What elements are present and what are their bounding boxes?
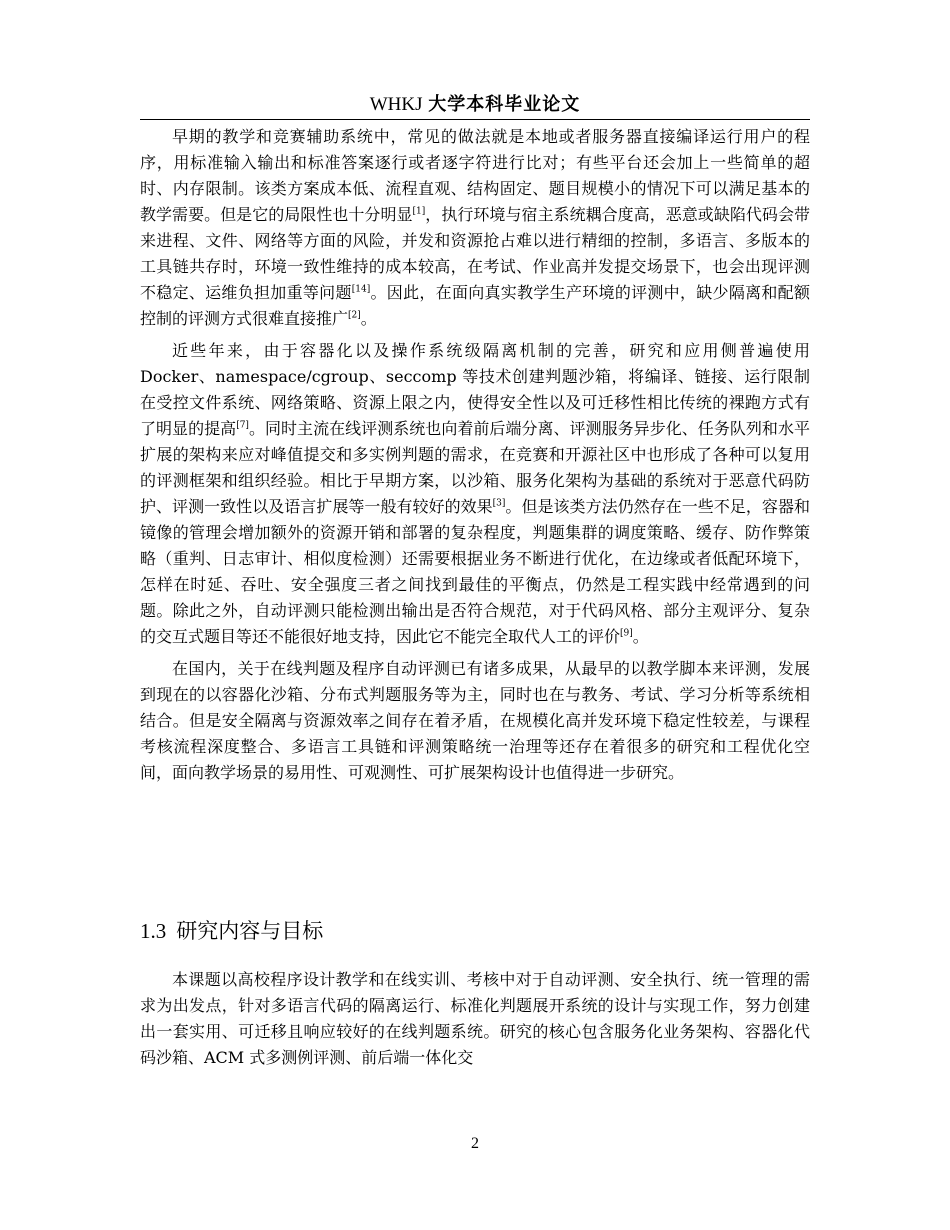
section-paragraph: 本课题以高校程序设计教学和在线实训、考核中对于自动评测、安全执行、统一管理的需求为出发点，针对多语言代码的隔离运行、标准化判题展开系统的设计与实现工作，努力创建出一套实用、可迁移且响应较好的在线判题系统。研究的核心包含服务化业务架构、容器化代码沙箱、ACM 式多测例评测、前后端一体化交 xyxy=(140,970,810,1067)
section-heading xyxy=(140,915,323,947)
paragraph-text: 。因此，在面向真实教学生产环境的评测中，缺少隔离和配额控制的评测方式很难直接推广 xyxy=(140,283,810,328)
paragraph-2 xyxy=(140,338,810,650)
paragraph-text: 在国内，关于在线判题及程序自动评测已有诸多成果，从最早的以教学脚本来评测，发展到现在的以容器化沙箱、分布式判题服务等为主，同时也在与教务、考试、学习分析等系统相结合。但是安全隔离与资源效率之间存在着矛盾，在规模化高并发环境下稳定性较差，与课程考核流程深度整合、多语言工具链和评测策略统一治理等还存在着很多的研究和工程优化空间，面向教学场景的易用性、可观测性、可扩展架构设计也值得进一步研究。 xyxy=(140,659,810,782)
paragraph-text: 近些年来，由于容器化以及操作系统级隔离机制的完善，研究和应用侧普遍使用 Docker、namespace/cgroup、seccomp 等技术创建判题沙箱，将编译、链接、运行限制在受控文件系统、网络策略、资源上限之内，使得安全性以及可迁移性相比传统的裸跑方式有了明显的提高 xyxy=(140,341,810,438)
paragraph-1 xyxy=(140,124,810,332)
citation: [7] xyxy=(236,420,249,431)
page-number: 2 xyxy=(471,1135,479,1152)
body-text xyxy=(140,124,810,786)
paragraph-text: 。同时主流在线评测系统也向着前后端分离、评测服务异步化、任务队列和水平扩展的架构来应对峰值提交和多实例判题的需求，在竞赛和开源社区中也形成了各种可以复用的评测框架和组织经验。相比于早期方案，以沙箱、服务化架构为基础的系统对于恶意代码防护、评测一致性以及语言扩展等一般有较好的效果 xyxy=(140,419,810,516)
paragraph-text: 。但是该类方法仍然存在一些不足，容器和镜像的管理会增加额外的资源开销和部署的复杂程度，判题集群的调度策略、缓存、防作弊策略（重判、日志审计、相似度检测）还需要根据业务不断进行优化，在边缘或者低配环境下，怎样在时延、吞吐、安全强度三者之间找到最佳的平衡点，仍然是工程实践中经常遇到的问题。除此之外，自动评测只能检测出输出是否符合规范，对于代码风格、部分主观评分、复杂的交互式题目等还不能很好地支持，因此它不能完全取代人工的评价 xyxy=(140,497,810,646)
page-header xyxy=(140,93,810,117)
paragraph-text: 。 xyxy=(360,309,377,328)
citation: [9] xyxy=(620,628,633,639)
citation: [14] xyxy=(351,284,371,295)
section-title: 研究内容与目标 xyxy=(176,919,324,943)
header-title-latin: WHKJ xyxy=(369,94,423,115)
header-title-cjk: 大学本科毕业论文 xyxy=(428,94,581,115)
section-body xyxy=(140,967,810,1071)
header-rule xyxy=(140,119,810,120)
paragraph-text: ，执行环境与宿主系统耦合度高，恶意或缺陷代码会带来进程、文件、网络等方面的风险，并发和资源抢占难以进行精细的控制，多语言、多版本的工具链共存时，环境一致性维持的成本较高，在考试、作业高并发提交场景下，也会出现评测不稳定、运维负担加重等问题 xyxy=(140,205,810,302)
citation: [3] xyxy=(492,498,506,509)
paragraph-text: 。 xyxy=(632,627,649,646)
section-number: 1.3 xyxy=(140,919,167,943)
citation: [1] xyxy=(412,206,426,217)
paragraph-text: 早期的教学和竞赛辅助系统中，常见的做法就是本地或者服务器直接编译运行用户的程序，用标准输入输出和标准答案逐行或者逐字符进行比对；有些平台还会加上一些简单的超时、内存限制。该类方案成本低、流程直观、结构固定、题目规模小的情况下可以满足基本的教学需要。但是它的局限性也十分明显 xyxy=(140,127,810,224)
citation: [2] xyxy=(348,310,361,321)
paragraph-3 xyxy=(140,656,810,786)
